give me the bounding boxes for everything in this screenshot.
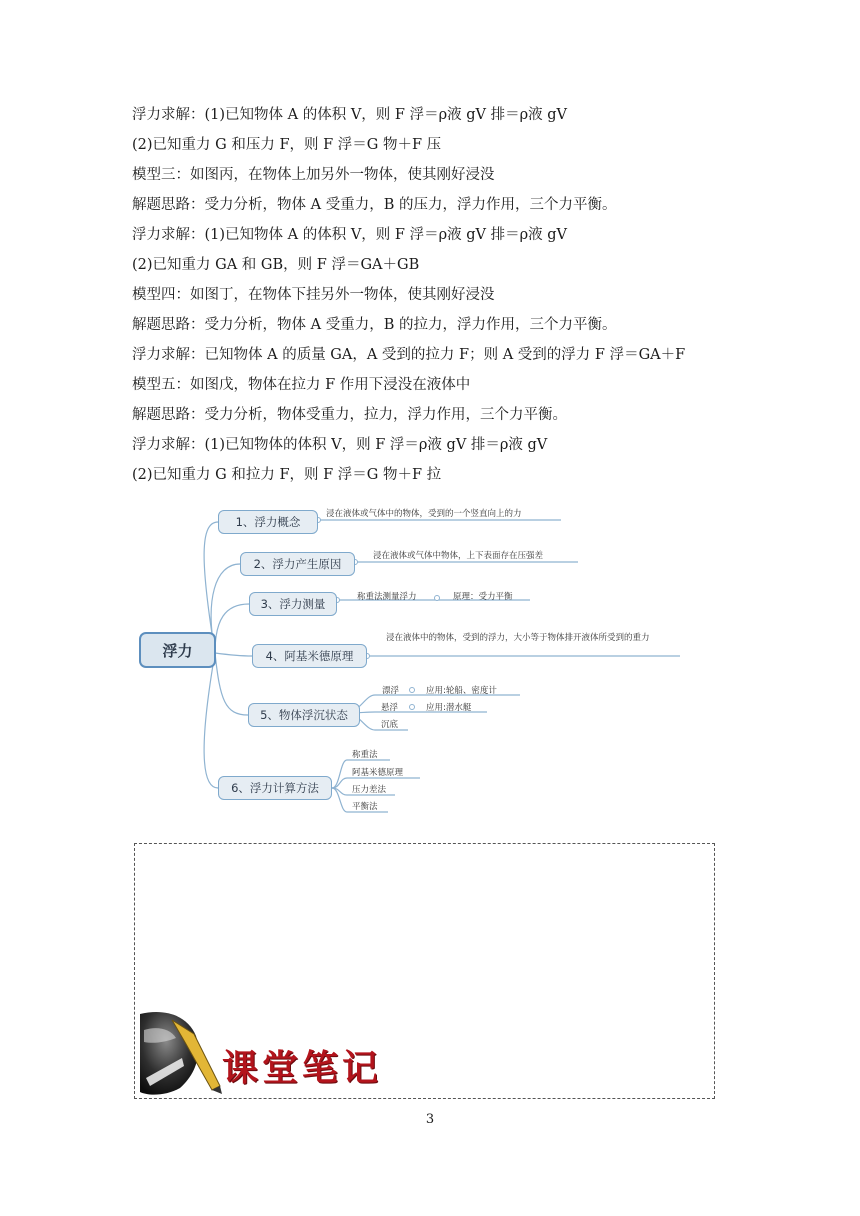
leaf-text: 原理：受力平衡 <box>453 592 513 602</box>
text-line: (2)已知重力 G 和压力 F，则 F 浮＝G 物＋F 压 <box>132 137 442 153</box>
leaf-text: 平衡法 <box>352 802 378 812</box>
leaf-text: 称重法测量浮力 <box>357 592 417 602</box>
leaf-text: 沉底 <box>381 720 399 730</box>
text-line: 浮力求解：已知物体 A 的质量 GA，A 受到的拉力 F；则 A 受到的浮力 F 浮＝GA＋F <box>132 347 686 363</box>
branch-4: 4、阿基米德原理 <box>252 644 367 668</box>
mind-map-root: 浮力 <box>139 632 216 668</box>
branch-3: 3、浮力测量 <box>249 592 337 616</box>
branch-1: 1、浮力概念 <box>218 510 318 534</box>
text-line: (2)已知重力 GA 和 GB，则 F 浮＝GA＋GB <box>132 257 420 273</box>
branch-5: 5、物体浮沉状态 <box>248 703 360 727</box>
leaf-text: 浸在液体或气体中的物体，受到的一个竖直向上的力 <box>326 509 522 519</box>
notes-title: 课堂笔记 <box>222 1047 383 1089</box>
leaf-text: 漂浮 <box>382 686 400 696</box>
text-line: 浮力求解：(1)已知物体 A 的体积 V，则 F 浮＝ρ液 gV 排＝ρ液 gV <box>132 227 567 243</box>
text-line: 解题思路：受力分析，物体受重力，拉力，浮力作用，三个力平衡。 <box>132 407 567 423</box>
text-line: 模型三：如图丙，在物体上加另外一物体，使其刚好浸没 <box>132 167 495 183</box>
pencil-mascot-icon <box>136 1008 224 1096</box>
branch-6: 6、浮力计算方法 <box>218 776 332 800</box>
leaf-text: 称重法 <box>352 750 378 760</box>
text-line: 解题思路：受力分析，物体 A 受重力，B 的拉力，浮力作用，三个力平衡。 <box>132 317 617 333</box>
leaf-text: 压力差法 <box>352 785 387 795</box>
text-line: 浮力求解：(1)已知物体的体积 V，则 F 浮＝ρ液 gV 排＝ρ液 gV <box>132 437 548 453</box>
text-line: 浮力求解：(1)已知物体 A 的体积 V，则 F 浮＝ρ液 gV 排＝ρ液 gV <box>132 107 567 123</box>
text-line: 解题思路：受力分析，物体 A 受重力，B 的压力，浮力作用，三个力平衡。 <box>132 197 617 213</box>
branch-2: 2、浮力产生原因 <box>240 552 355 576</box>
text-line: 模型五：如图戊，物体在拉力 F 作用下浸没在液体中 <box>132 377 471 393</box>
text-line: (2)已知重力 G 和拉力 F，则 F 浮＝G 物＋F 拉 <box>132 467 442 483</box>
text-line: 模型四：如图丁，在物体下挂另外一物体，使其刚好浸没 <box>132 287 495 303</box>
page-number: 3 <box>425 1112 435 1127</box>
leaf-text: 浸在液体或气体中物体，上下表面存在压强差 <box>373 551 544 561</box>
leaf-text: 应用:轮船、密度计 <box>426 686 497 696</box>
leaf-text: 悬浮 <box>381 703 399 713</box>
leaf-text: 阿基米德原理 <box>352 768 404 778</box>
leaf-text: 浸在液体中的物体，受到的浮力，大小等于物体排开液体所受到的重力 <box>386 633 650 643</box>
leaf-text: 应用:潜水艇 <box>426 703 472 713</box>
